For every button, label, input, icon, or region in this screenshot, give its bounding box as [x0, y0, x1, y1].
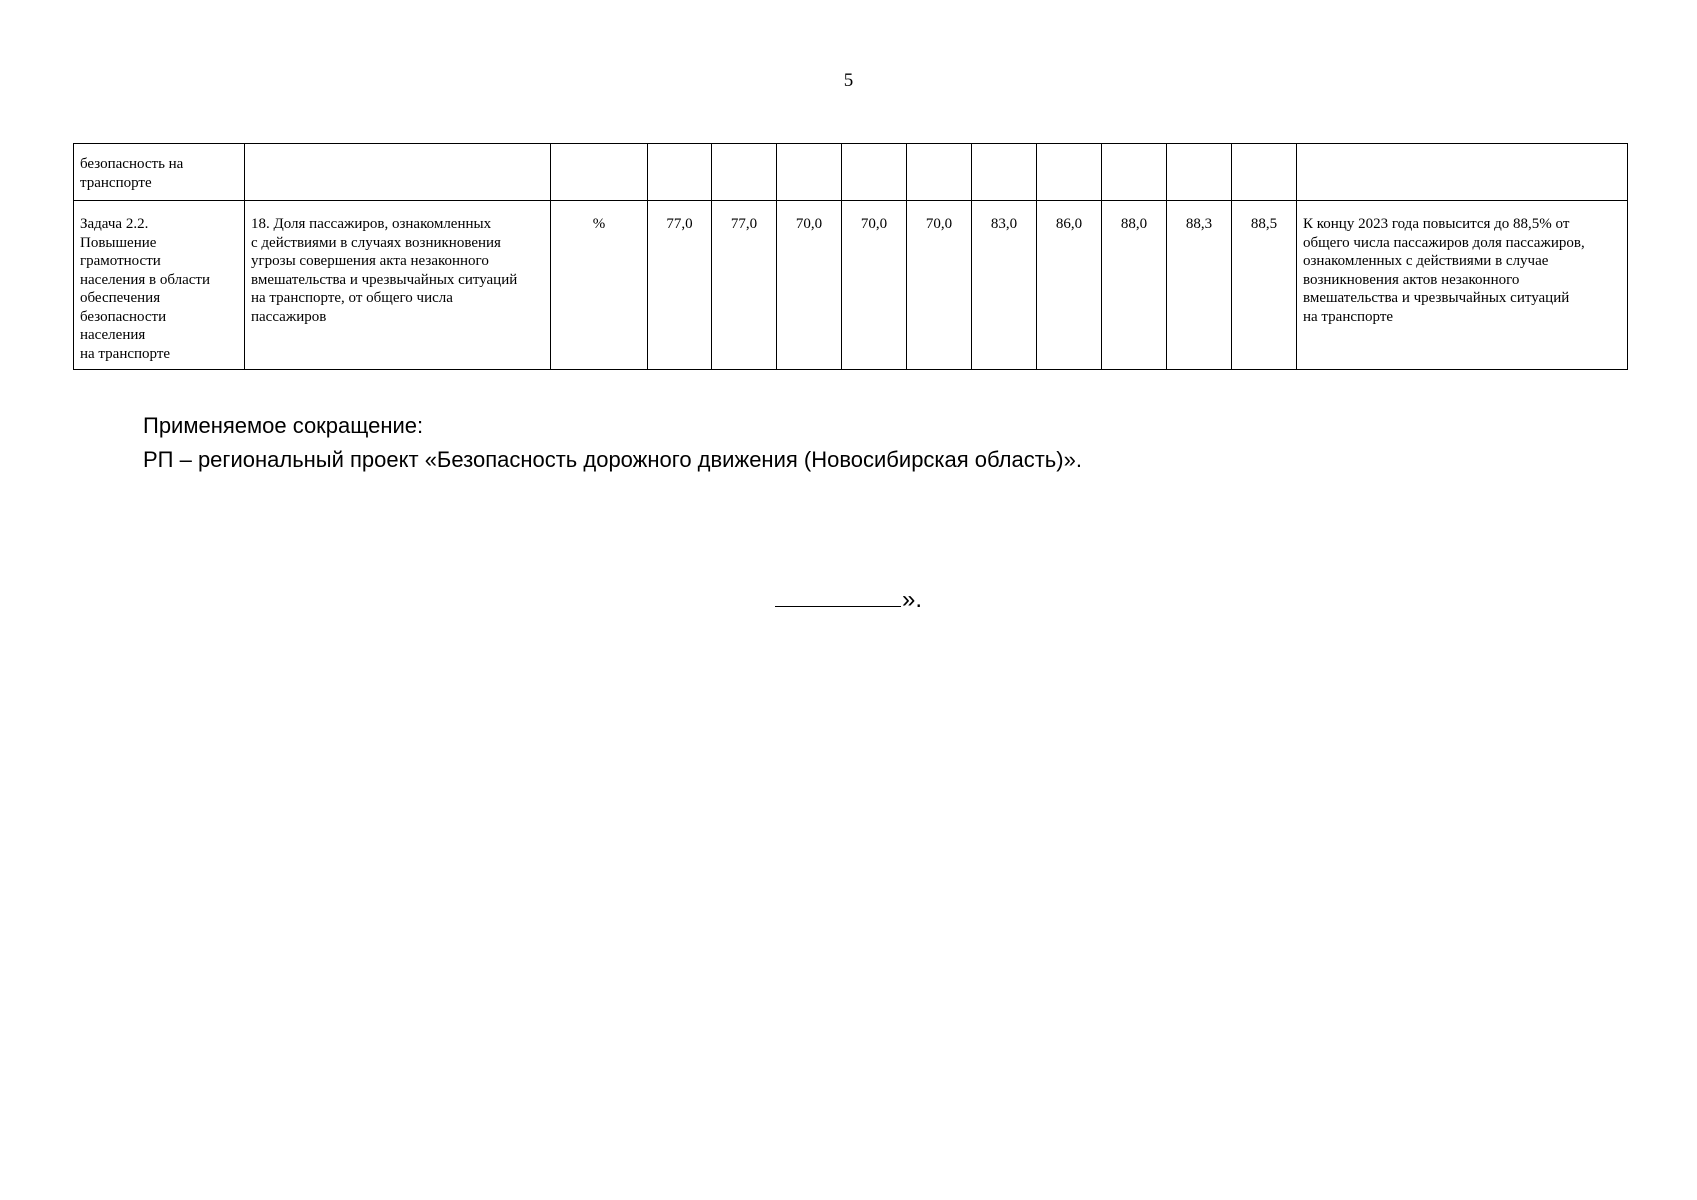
value-cell: 86,0: [1037, 201, 1102, 370]
value-cell-empty: [907, 144, 972, 201]
value-cell-empty: [1102, 144, 1167, 201]
abbreviations-block: [143, 409, 1082, 477]
value-cell: 70,0: [777, 201, 842, 370]
page-number: 5: [843, 70, 854, 91]
value-cell: 70,0: [842, 201, 907, 370]
value-cell: 77,0: [712, 201, 777, 370]
value-cell-empty: [777, 144, 842, 201]
value-cell: 88,3: [1167, 201, 1232, 370]
abbreviations-heading: Применяемое сокращение:: [143, 413, 424, 438]
result-cell: К концу 2023 года повысится до 88,5% от общего числа пассажиров доля пассажиров, ознакомленных с действиями в случае возникновения актов незаконного вмешательства и чрезвычайных ситуаций на транспорте: [1297, 201, 1628, 370]
value-cell-empty: [1037, 144, 1102, 201]
value-cell-empty: [712, 144, 777, 201]
unit-cell: %: [551, 201, 648, 370]
result-cell-empty: [1297, 144, 1628, 201]
value-cell-empty: [1167, 144, 1232, 201]
value-cell: 70,0: [907, 201, 972, 370]
indicators-table: [73, 143, 1628, 370]
value-cell-empty: [842, 144, 907, 201]
closing-mark: [775, 586, 922, 614]
task-cell-continuation: безопасность на транспорте: [74, 144, 245, 201]
signature-line: [775, 586, 901, 607]
indicator-cell: 18. Доля пассажиров, ознакомленных с действиями в случаях возникновения угрозы совершения акта незаконного вмешательства и чрезвычайных ситуаций на транспорте, от общего числа пассажиров: [245, 201, 551, 370]
table-row-task-2-2: [74, 201, 1628, 370]
table-row-continuation: [74, 144, 1628, 201]
value-cell: 83,0: [972, 201, 1037, 370]
value-cell: 77,0: [648, 201, 712, 370]
value-cell-empty: [972, 144, 1037, 201]
task-cell: Задача 2.2. Повышение грамотности населения в области обеспечения безопасности населения на транспорте: [74, 201, 245, 370]
abbreviation-item: РП – региональный проект «Безопасность дорожного движения (Новосибирская область)».: [143, 447, 1082, 472]
value-cell: 88,0: [1102, 201, 1167, 370]
indicator-cell-empty: [245, 144, 551, 201]
value-cell-empty: [1232, 144, 1297, 201]
value-cell: 88,5: [1232, 201, 1297, 370]
value-cell-empty: [648, 144, 712, 201]
closing-quote: ».: [902, 586, 923, 613]
unit-cell-empty: [551, 144, 648, 201]
